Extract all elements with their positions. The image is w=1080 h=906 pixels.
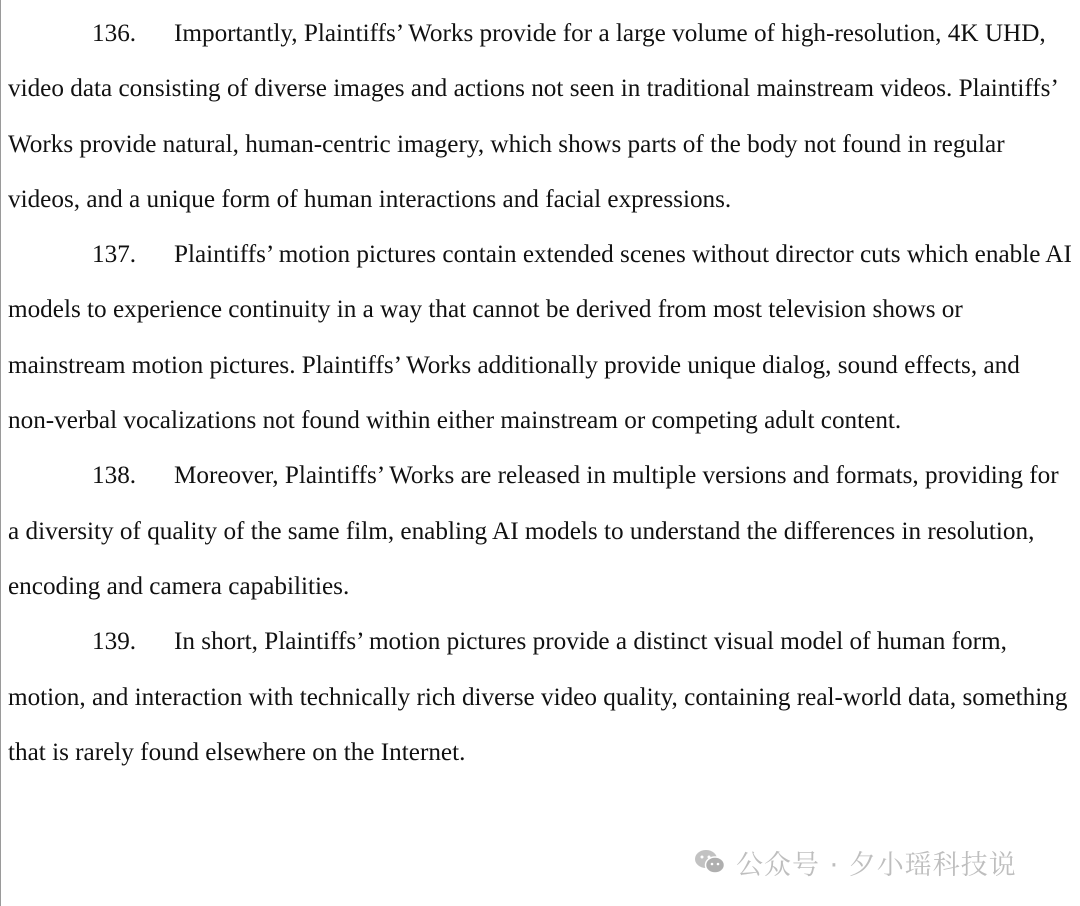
- paragraph-number: 138.: [92, 462, 137, 490]
- paragraph-137: [8, 227, 1072, 448]
- document-page: [8, 6, 1072, 780]
- paragraph-number: 136.: [92, 20, 137, 47]
- paragraph-text: In short, Plaintiffs’ motion pictures provide a distinct visual model of human form, motion, and interaction with technically rich diverse video quality, containing real-world data, something that is rarely found elsewhere on the Internet.: [8, 628, 1068, 766]
- watermark: [694, 842, 1017, 882]
- paragraph-number: 137.: [92, 241, 137, 269]
- paragraph-text: Moreover, Plaintiffs’ Works are released in multiple versions and formats, providing for a diversity of quality of the same film, enabling AI models to understand the differences in resolution, encoding and camera capabilities.: [8, 462, 1059, 600]
- paragraph-139: [8, 614, 1072, 780]
- page-left-border: [0, 0, 1, 906]
- paragraph-text: Plaintiffs’ motion pictures contain extended scenes without director cuts which enable AI models to experience continuity in a way that cannot be derived from most television shows or mainstream motion pictures. Plaintiffs’ Works additionally provide unique dialog, sound effects, and non-verbal vocalizations not found within either mainstream or competing adult content.: [8, 241, 1072, 435]
- wechat-icon: [694, 849, 726, 875]
- watermark-text: 公众号 · 夕小瑶科技说: [736, 849, 1017, 881]
- paragraph-136: [8, 6, 1072, 227]
- paragraph-138: [8, 448, 1072, 614]
- paragraph-text: Importantly, Plaintiffs’ Works provide for a large volume of high-resolution, 4K UHD, video data consisting of diverse images and actions not seen in traditional mainstream videos. Plaintiffs’ Works provide natural, human-centric imagery, which shows parts of the body not found in regular videos, and a unique form of human interactions and facial expressions.: [8, 20, 1058, 213]
- paragraph-number: 139.: [92, 628, 137, 656]
